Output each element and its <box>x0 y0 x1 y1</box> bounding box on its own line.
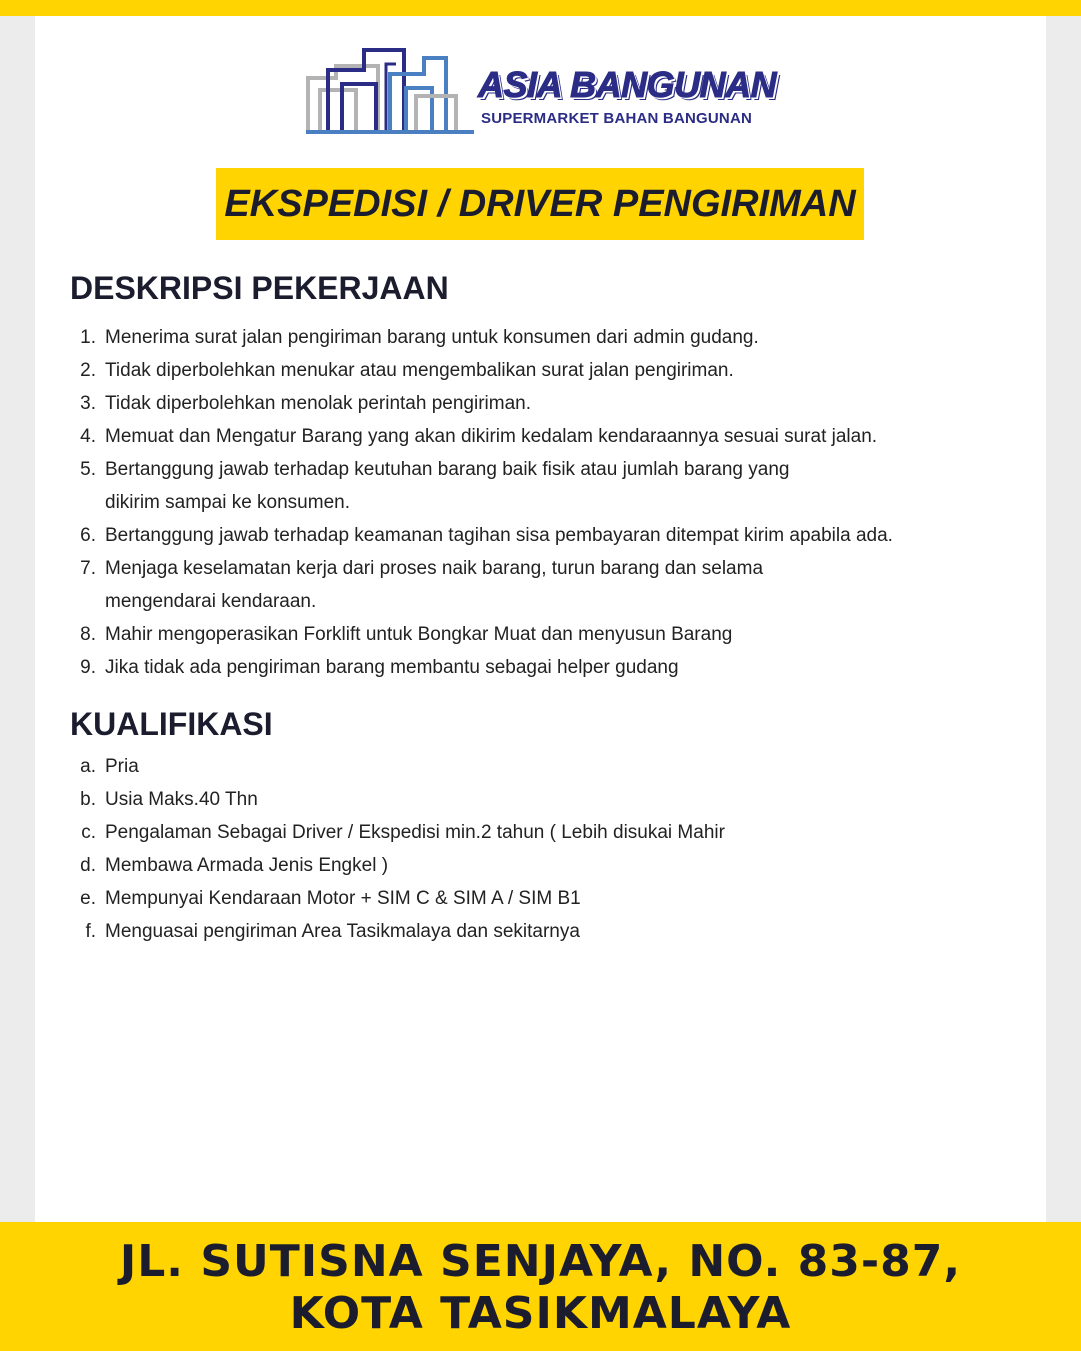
job-description-marker: 8. <box>80 624 96 645</box>
qualification-text: Menguasai pengiriman Area Tasikmalaya dan sekitarnya <box>105 921 580 942</box>
job-title: EKSPEDISI / DRIVER PENGIRIMAN <box>224 183 856 225</box>
job-description-item <box>70 651 893 684</box>
job-description-text: Memuat dan Mengatur Barang yang akan dikirim kedalam kendaraannya sesuai surat jalan. <box>105 426 878 447</box>
job-description-marker: 9. <box>80 657 96 678</box>
qualification-item <box>70 915 725 948</box>
job-description-text: dikirim sampai ke konsumen. <box>105 492 350 513</box>
qualification-text: Membawa Armada Jenis Engkel ) <box>105 855 389 876</box>
job-description-marker: 5. <box>80 459 96 480</box>
job-description-text: Menjaga keselamatan kerja dari proses naik barang, turun barang dan selama <box>105 558 764 579</box>
qualification-marker: a. <box>80 756 96 777</box>
left-side-strip <box>0 16 35 1222</box>
footer-address-banner <box>0 1222 1081 1351</box>
qualification-item <box>70 750 725 783</box>
qualification-marker: d. <box>80 855 96 876</box>
qualification-text: Mempunyai Kendaraan Motor + SIM C & SIM A / SIM B1 <box>105 888 581 909</box>
job-description-text: Bertanggung jawab terhadap keutuhan barang baik fisik atau jumlah barang yang <box>105 459 790 480</box>
qualification-marker: b. <box>80 789 96 810</box>
qualification-text: Pria <box>105 756 139 777</box>
job-description-text: Mahir mengoperasikan Forklift untuk Bongkar Muat dan menyusun Barang <box>105 624 733 645</box>
qualifications-heading: KUALIFIKASI <box>70 706 273 742</box>
job-title-banner <box>216 168 864 240</box>
job-description-item <box>70 321 893 354</box>
job-description-item <box>70 519 893 552</box>
job-description-item <box>70 552 893 618</box>
job-description-marker: 6. <box>80 525 96 546</box>
job-description-item <box>70 453 893 519</box>
qualification-marker: e. <box>80 888 96 909</box>
qualification-item <box>70 849 725 882</box>
job-description-text: Tidak diperbolehkan menolak perintah pengiriman. <box>105 393 531 414</box>
job-description-heading: DESKRIPSI PEKERJAAN <box>70 270 449 306</box>
qualification-marker: f. <box>85 921 96 942</box>
job-description-text: Bertanggung jawab terhadap keamanan tagihan sisa pembayaran ditempat kirim apabila ada. <box>105 525 893 546</box>
qualification-item <box>70 783 725 816</box>
job-description-list <box>70 321 893 684</box>
job-description-marker: 7. <box>80 558 96 579</box>
brand-name: ASIA BANGUNAN <box>478 64 777 105</box>
job-description-text: mengendarai kendaraan. <box>105 591 317 612</box>
buildings-logo-icon <box>306 40 476 136</box>
qualification-marker: c. <box>81 822 96 843</box>
job-description-marker: 2. <box>80 360 96 381</box>
qualification-item <box>70 816 725 849</box>
qualification-text: Pengalaman Sebagai Driver / Ekspedisi min.2 tahun ( Lebih disukai Mahir <box>105 822 725 843</box>
job-description-marker: 1. <box>80 327 96 348</box>
qualification-item <box>70 882 725 915</box>
job-description-text: Jika tidak ada pengiriman barang membantu sebagai helper gudang <box>105 657 679 678</box>
job-description-item <box>70 387 893 420</box>
qualification-text: Usia Maks.40 Thn <box>105 789 258 810</box>
job-description-text: Tidak diperbolehkan menukar atau mengembalikan surat jalan pengiriman. <box>105 360 734 381</box>
address-line-1: JL. SUTISNA SENJAYA, NO. 83-87, <box>119 1236 962 1287</box>
brand-tagline: SUPERMARKET BAHAN BANGUNAN <box>481 110 753 127</box>
job-description-marker: 3. <box>80 393 96 414</box>
job-description-item <box>70 420 893 453</box>
right-side-strip <box>1046 16 1081 1222</box>
address-line-2: KOTA TASIKMALAYA <box>289 1288 792 1339</box>
company-logo <box>306 40 786 136</box>
job-description-item <box>70 354 893 387</box>
job-description-text: Menerima surat jalan pengiriman barang untuk konsumen dari admin gudang. <box>105 327 759 348</box>
job-description-item <box>70 618 893 651</box>
qualifications-list <box>70 750 725 948</box>
job-description-marker: 4. <box>80 426 96 447</box>
